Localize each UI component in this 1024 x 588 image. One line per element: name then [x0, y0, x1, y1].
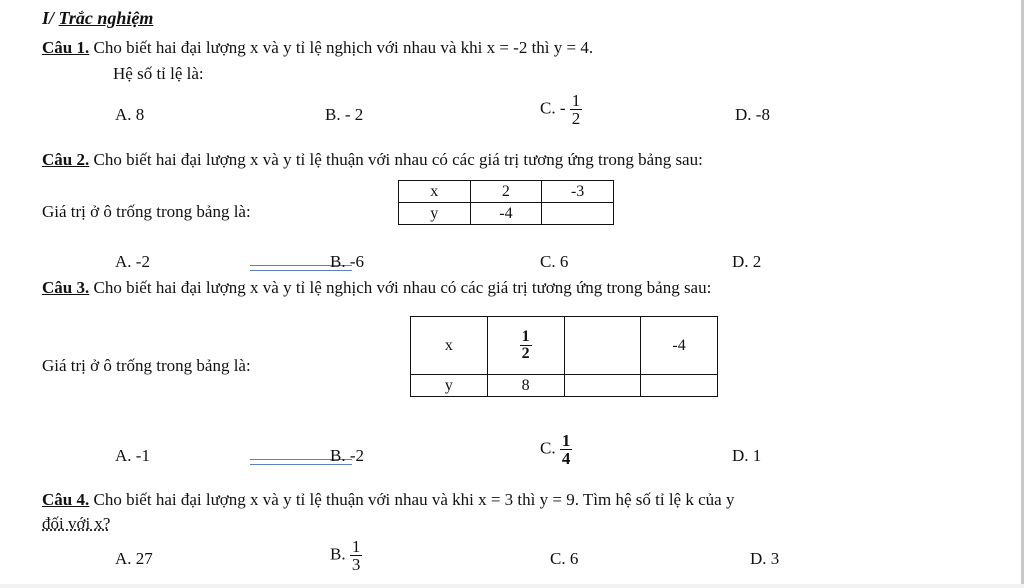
fraction-denominator: 4: [561, 449, 571, 468]
q4-option-b-prefix: B.: [330, 544, 346, 564]
fraction-denominator: 2: [571, 109, 581, 128]
question-1-body: Cho biết hai đại lượng x và y tỉ lệ nghịch với nhau và khi x = -2 thì y = 4.: [93, 38, 594, 57]
empty-table-cell: [641, 375, 718, 397]
question-4-subtext: đối với x?: [42, 514, 111, 533]
empty-table-cell: [542, 203, 614, 225]
section-title-text: Trắc nghiệm: [58, 8, 154, 28]
table-cell: x: [399, 181, 471, 203]
question-1-subtext: Hệ số tỉ lệ là:: [113, 64, 204, 83]
question-2-prompt: Giá trị ở ô trống trong bảng là:: [42, 202, 251, 221]
question-3-value-table: [410, 316, 718, 397]
question-4-text: [42, 490, 734, 510]
q1-option-c-fraction: [570, 92, 583, 127]
q1-option-d[interactable]: D. -8: [735, 105, 770, 124]
q2-option-a[interactable]: A. -2: [115, 252, 150, 271]
section-title: [42, 8, 153, 29]
question-4-label: Câu 4.: [42, 490, 90, 509]
table-cell: -3: [542, 181, 614, 203]
q3-option-d[interactable]: D. 1: [732, 446, 762, 465]
table-cell: 8: [487, 375, 564, 397]
table-cell: -4: [470, 203, 542, 225]
q3-option-c[interactable]: [540, 432, 572, 467]
empty-table-cell: [564, 317, 641, 375]
q3-option-b[interactable]: B. -2: [330, 446, 364, 465]
question-2-label: Câu 2.: [42, 150, 90, 169]
q4-option-c[interactable]: C. 6: [550, 549, 579, 568]
page-bottom-edge: [0, 584, 1024, 588]
q1-option-a[interactable]: A. 8: [115, 105, 145, 124]
question-2-body: Cho biết hai đại lượng x và y tỉ lệ thuận với nhau có các giá trị tương ứng trong bảng sau:: [93, 150, 703, 169]
q1-option-c-prefix: C. -: [540, 98, 566, 118]
fraction-numerator: 1: [521, 328, 530, 345]
table-cell: y: [411, 375, 488, 397]
q3-option-c-fraction: [560, 432, 573, 467]
fraction-denominator: 2: [521, 345, 530, 362]
q3-option-a[interactable]: A. -1: [115, 446, 150, 465]
q4-option-a[interactable]: A. 27: [115, 549, 153, 568]
question-1-label: Câu 1.: [42, 38, 90, 57]
fraction-numerator: 1: [571, 91, 581, 110]
table-cell: -4: [641, 317, 718, 375]
table-cell: 2: [470, 181, 542, 203]
empty-table-cell: [564, 375, 641, 397]
fraction-numerator: 1: [351, 537, 361, 556]
table-cell: y: [399, 203, 471, 225]
question-3-text: [42, 278, 711, 298]
q1-option-c[interactable]: [540, 92, 582, 127]
q2-option-b[interactable]: B. -6: [330, 252, 364, 271]
q2-option-d[interactable]: D. 2: [732, 252, 762, 271]
question-3-body: Cho biết hai đại lượng x và y tỉ lệ nghịch với nhau có các giá trị tương ứng trong bảng sau:: [93, 278, 712, 297]
fraction-numerator: 1: [561, 431, 571, 450]
question-3-prompt: Giá trị ở ô trống trong bảng là:: [42, 356, 251, 375]
fraction-denominator: 3: [351, 555, 361, 574]
fraction: [520, 329, 532, 362]
q2-option-c[interactable]: C. 6: [540, 252, 569, 271]
q1-option-b[interactable]: B. - 2: [325, 105, 364, 124]
question-2-text: [42, 150, 703, 170]
table-cell: x: [411, 317, 488, 375]
question-3-label: Câu 3.: [42, 278, 90, 297]
q3-option-c-prefix: C.: [540, 438, 556, 458]
q4-option-b-fraction: [350, 538, 363, 573]
table-cell-fraction: [487, 317, 564, 375]
question-4-body: Cho biết hai đại lượng x và y tỉ lệ thuận với nhau và khi x = 3 thì y = 9. Tìm hệ số tỉ lệ k của y: [93, 490, 735, 509]
q4-option-d[interactable]: D. 3: [750, 549, 780, 568]
question-1-text: [42, 38, 593, 58]
q4-option-b[interactable]: [330, 538, 362, 573]
section-number: I/: [42, 8, 55, 28]
question-2-value-table: [398, 180, 614, 225]
